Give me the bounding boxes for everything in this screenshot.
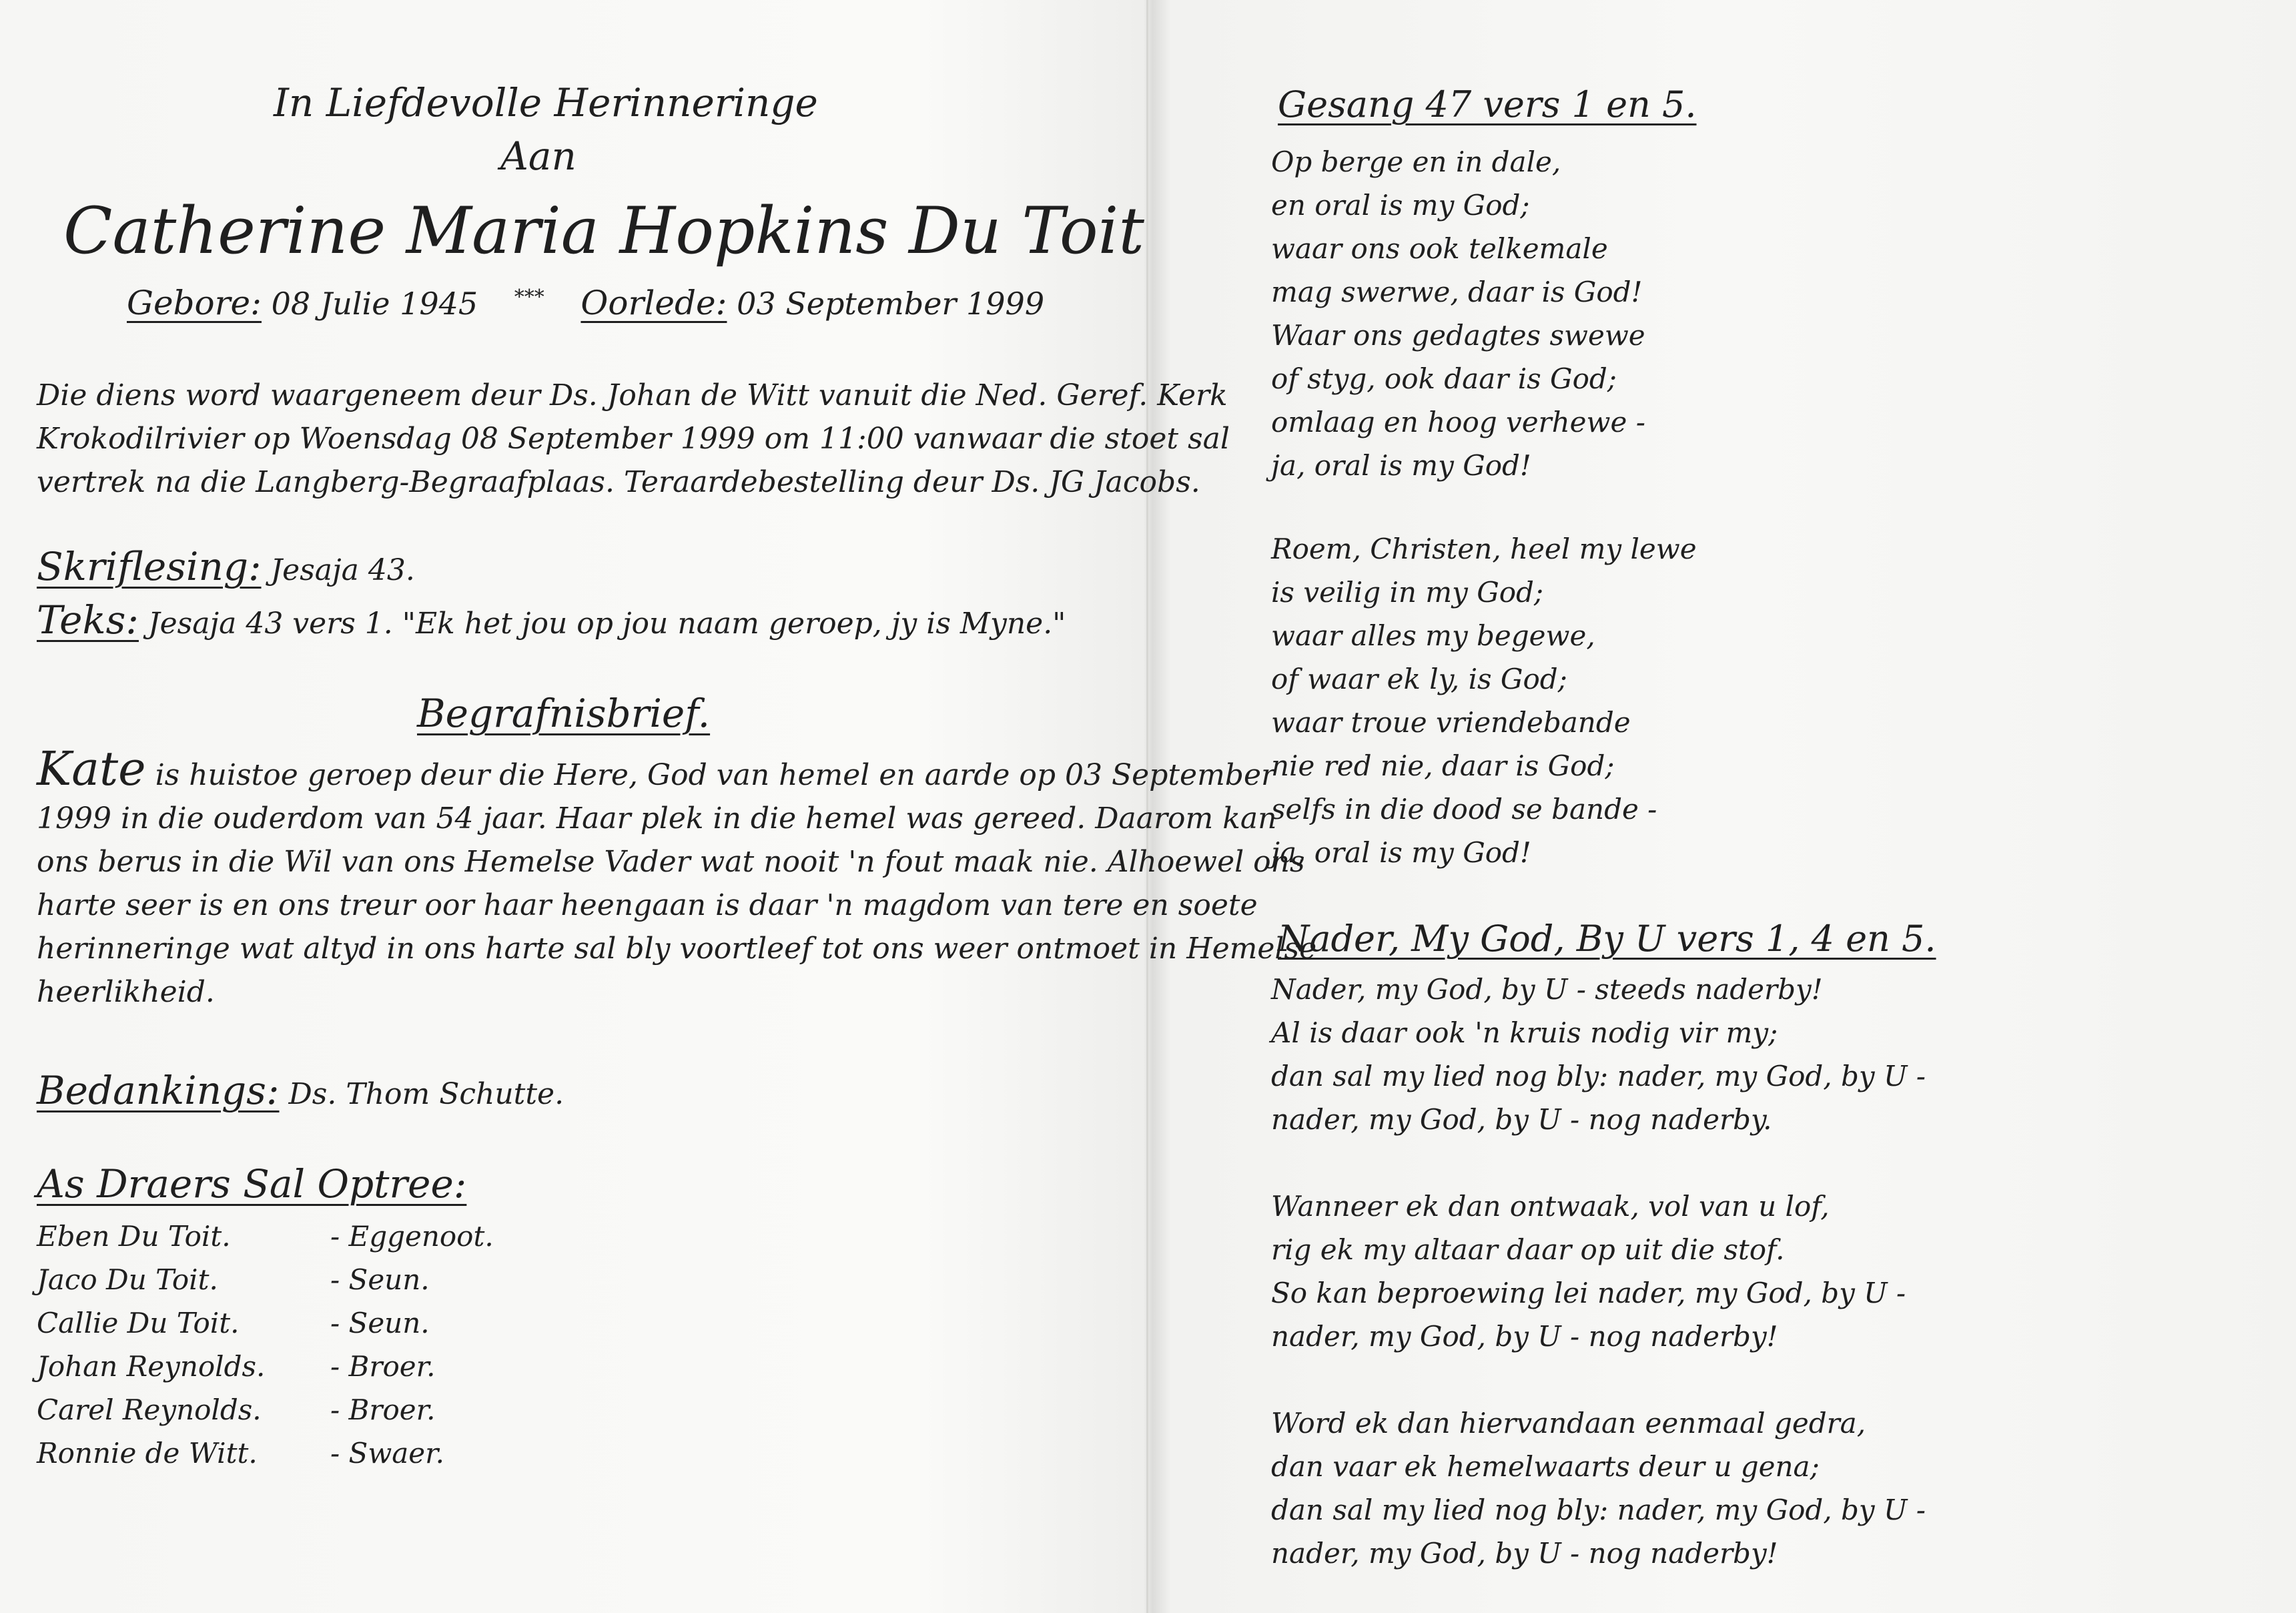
bearer-role: - Broer. [330,1350,436,1383]
verse-line: Op berge en in dale, [1271,145,1561,178]
bearer-role: - Swaer. [330,1437,444,1470]
verse-line: Al is daar ook 'n kruis nodig vir my; [1271,1016,1778,1049]
hymn2-stanza [1271,968,1926,1141]
verse-line: ja, oral is my God! [1271,836,1531,869]
list-item [37,1215,494,1258]
obituary-line: herinneringe wat altyd in ons harte sal bly voortleef tot ons weer ontmoet in Hemelse [37,932,1317,966]
service-line: vertrek na die Langberg-Begraafplaas. Teraardebestelling deur Ds. JG Jacobs. [37,465,1200,499]
verse-line: nader, my God, by U - nog naderby. [1271,1103,1772,1136]
service-line: Krokodilrivier op Woensdag 08 September 1999 om 11:00 vanwaar die stoet sal [37,422,1230,456]
verse-line: of waar ek ly, is God; [1271,663,1567,695]
text-label: Teks: [37,597,139,643]
list-item [37,1258,494,1301]
verse-line: So kan beproewing lei nader, my God, by U - [1271,1277,1906,1309]
thanks-text: Ds. Thom Schutte. [288,1077,564,1111]
bearer-name: Callie Du Toit. [37,1307,240,1339]
bearer-name: Johan Reynolds. [37,1350,266,1383]
text-line [37,597,1066,643]
verse-line: Nader, my God, by U - steeds naderby! [1271,973,1823,1006]
reading-label: Skriflesing: [37,544,262,589]
verse-line: Roem, Christen, heel my lewe [1271,533,1697,565]
obituary-line: heerlikheid. [37,975,215,1009]
verse-line: is veilig in my God; [1271,576,1544,609]
verse-line: nie red nie, daar is God; [1271,749,1615,782]
hymn2-stanza [1271,1401,1926,1575]
verse-line: Waar ons gedagtes swewe [1271,319,1645,352]
list-item [37,1345,494,1388]
thanks-line [37,1068,564,1113]
obituary-name: Kate [37,741,146,796]
intro-line: In Liefdevolle Herinneringe [274,80,818,125]
bearers-heading: As Draers Sal Optree: [37,1161,467,1207]
born-date: 08 Julie 1945 [271,286,478,322]
verse-line: dan vaar ek hemelwaarts deur u gena; [1271,1450,1820,1483]
thanks-label: Bedankings: [37,1068,280,1113]
bearer-role: - Eggenoot. [330,1220,494,1253]
died-label: Oorlede: [581,284,727,322]
verse-line: omlaag en hoog verhewe - [1271,406,1645,438]
verse-line: waar troue vriendebande [1271,706,1631,739]
hymn1-stanza [1271,140,1645,487]
dates-line [127,284,1044,322]
hymn1-stanza [1271,527,1697,874]
hymn1-heading: Gesang 47 vers 1 en 5. [1278,83,1697,125]
list-item [37,1431,494,1475]
list-item [37,1301,494,1345]
obituary-paragraph [37,741,1317,1014]
verse-line: Word ek dan hiervandaan eenmaal gedra, [1271,1407,1866,1439]
verse-line: ja, oral is my God! [1271,449,1531,482]
verse-line: Wanneer ek dan ontwaak, vol van u lof, [1271,1190,1830,1223]
bearers-list [37,1215,494,1475]
reading-text: Jesaja 43. [270,553,415,587]
bearer-name: Ronnie de Witt. [37,1437,258,1470]
verse-line: dan sal my lied nog bly: nader, my God, by U - [1271,1060,1926,1092]
verse-line: rig ek my altaar daar op uit die stof. [1271,1233,1785,1266]
verse-line: dan sal my lied nog bly: nader, my God, by U - [1271,1494,1926,1526]
service-paragraph [37,374,1230,504]
verse-line: nader, my God, by U - nog naderby! [1271,1537,1778,1570]
obituary-line: harte seer is en ons treur oor haar heengaan is daar 'n magdom van tere en soete [37,888,1258,922]
verse-line: of styg, ook daar is God; [1271,362,1617,395]
hymn2-stanza [1271,1185,1906,1358]
died-date: 03 September 1999 [737,286,1045,322]
bearer-role: - Seun. [330,1263,430,1296]
verse-line: waar ons ook telkemale [1271,232,1608,265]
bearer-name: Carel Reynolds. [37,1393,262,1426]
verse-line: en oral is my God; [1271,189,1530,222]
obituary-line: 1999 in die ouderdom van 54 jaar. Haar plek in die hemel was gereed. Daarom kan [37,801,1277,836]
verse-line: mag swerwe, daar is God! [1271,276,1643,308]
verse-line: waar alles my begewe, [1271,619,1595,652]
obituary-first-line [37,741,1316,797]
list-item [37,1388,494,1431]
bearer-name: Jaco Du Toit. [37,1263,218,1296]
verse-line: selfs in die dood se bande - [1271,793,1657,826]
bearer-role: - Seun. [330,1307,430,1339]
bearer-role: - Broer. [330,1393,436,1426]
obituary-text: is huistoe geroep deur die Here, God van hemel en aarde op 03 September [145,758,1276,792]
service-line: Die diens word waargeneem deur Ds. Johan de Witt vanuit die Ned. Geref. Kerk [37,378,1228,412]
verse-line: nader, my God, by U - nog naderby! [1271,1320,1778,1353]
born-label: Gebore: [127,284,262,322]
text-verse: Jesaja 43 vers 1. "Ek het jou op jou naam geroep, jy is Myne." [147,607,1066,641]
hymn2-heading: Nader, My God, By U vers 1, 4 en 5. [1278,918,1936,960]
reading-line [37,544,415,589]
bearer-name: Eben Du Toit. [37,1220,231,1253]
deceased-name: Catherine Maria Hopkins Du Toit [63,194,1144,268]
obituary-heading: Begrafnisbrief. [417,691,711,736]
date-separator: *** [514,285,544,309]
intro-aan: Aan [500,133,577,179]
obituary-line: ons berus in die Wil van ons Hemelse Vader wat nooit 'n fout maak nie. Alhoewel ons [37,845,1305,879]
